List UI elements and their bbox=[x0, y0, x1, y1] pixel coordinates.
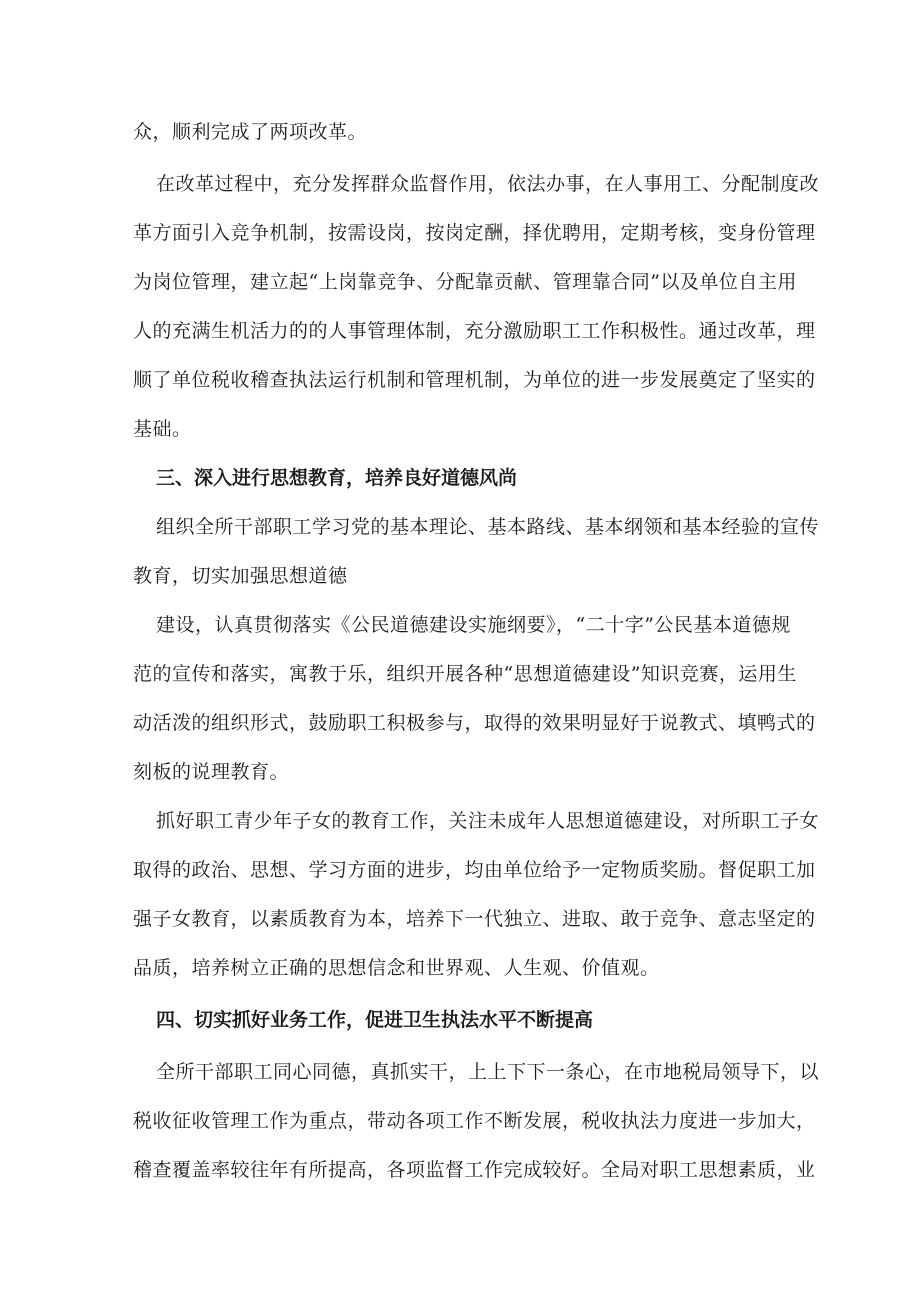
paragraph-line: 全所干部职工同心同德，真抓实干，上上下下一条心，在市地税局领导下，以 bbox=[156, 1061, 820, 1083]
paragraph-line: 在改革过程中，充分发挥群众监督作用，依法办事，在人事用工、分配制度改 bbox=[156, 173, 820, 195]
paragraph-line: 组织全所干部职工学习党的基本理论、基本路线、基本纲领和基本经验的宣传 bbox=[156, 516, 820, 538]
paragraph-line: 品质，培养树立正确的思想信念和世界观、人生观、价值观。 bbox=[133, 957, 660, 979]
paragraph-line: 基础。 bbox=[133, 418, 192, 440]
paragraph-line: 为岗位管理，建立起“上岗靠竞争、分配靠贡献、管理靠合同”以及单位自主用 bbox=[133, 271, 797, 293]
paragraph-line: 税收征收管理工作为重点，带动各项工作不断发展，税收执法力度进一步加大， bbox=[133, 1110, 816, 1132]
paragraph-line: 众，顺利完成了两项改革。 bbox=[133, 121, 368, 143]
paragraph-line: 革方面引入竞争机制，按需设岗，按岗定酬，择优聘用，定期考核，变身份管理 bbox=[133, 222, 816, 244]
paragraph-line: 刻板的说理教育。 bbox=[133, 761, 290, 783]
paragraph-line: 人的充满生机活力的的人事管理体制，充分激励职工工作积极性。通过改革，理 bbox=[133, 320, 816, 342]
paragraph-line: 顺了单位税收稽查执法运行机制和管理机制，为单位的进一步发展奠定了坚实的 bbox=[133, 369, 816, 391]
paragraph-line: 稽查覆盖率较往年有所提高，各项监督工作完成较好。全局对职工思想素质，业 bbox=[133, 1159, 816, 1181]
paragraph-line: 范的宣传和落实，寓教于乐，组织开展各种“思想道德建设”知识竞赛，运用生 bbox=[133, 663, 797, 685]
section-heading: 四、切实抓好业务工作，促进卫生执法水平不断提高 bbox=[156, 1009, 594, 1031]
paragraph-line: 教育，切实加强思想道德 bbox=[133, 565, 348, 587]
paragraph-line: 建设，认真贯彻落实《公民道德建设实施纲要》，“二十字”公民基本道德规 bbox=[156, 614, 791, 636]
section-heading: 三、深入进行思想教育，培养良好道德风尚 bbox=[156, 467, 518, 489]
paragraph-line: 取得的政治、思想、学习方面的进步，均由单位给予一定物质奖励。督促职工加 bbox=[133, 859, 816, 881]
paragraph-line: 抓好职工青少年子女的教育工作，关注未成年人思想道德建设，对所职工子女 bbox=[156, 810, 820, 832]
paragraph-line: 强子女教育，以素质教育为本，培养下一代独立、进取、敢于竞争、意志坚定的 bbox=[133, 908, 816, 930]
paragraph-line: 动活泼的组织形式，鼓励职工积极参与，取得的效果明显好于说教式、填鸭式的 bbox=[133, 712, 816, 734]
